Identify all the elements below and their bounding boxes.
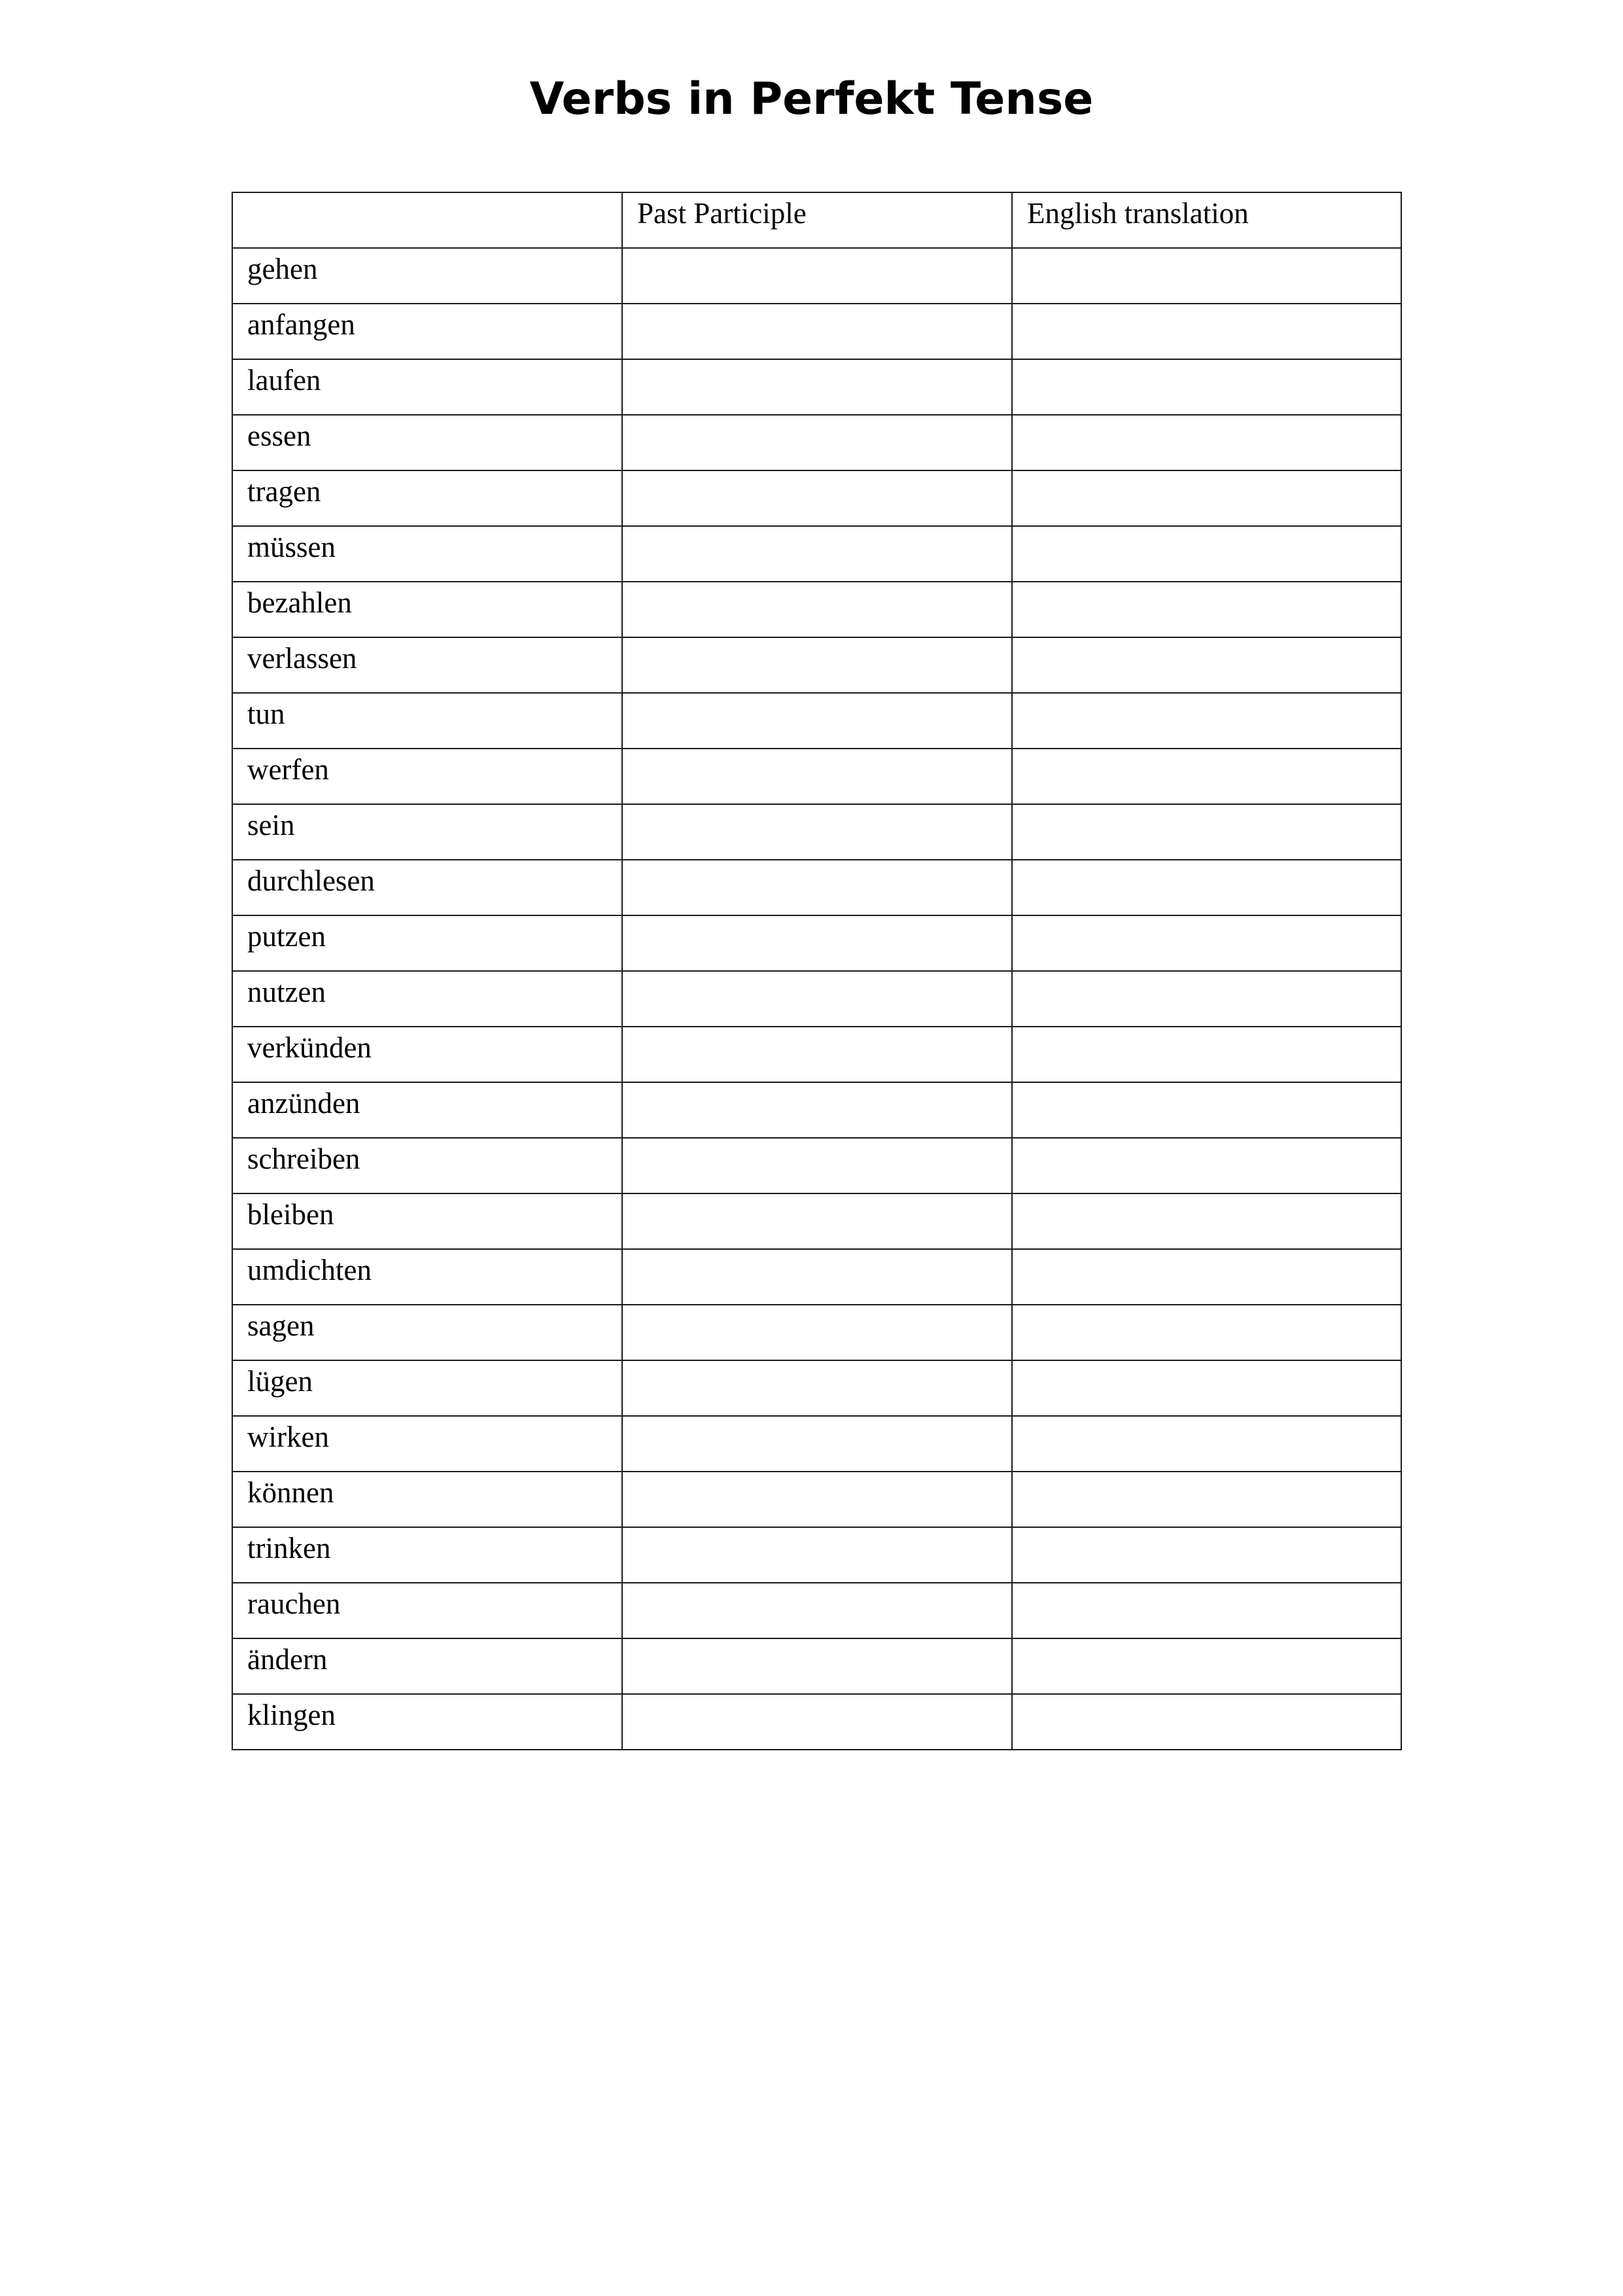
verb-cell: bezahlen — [232, 582, 622, 637]
verb-cell: sein — [232, 804, 622, 860]
english-translation-cell[interactable] — [1012, 1360, 1401, 1416]
table-row — [232, 248, 1401, 304]
english-translation-cell[interactable] — [1012, 749, 1401, 804]
verb-cell: durchlesen — [232, 860, 622, 915]
table-row — [232, 915, 1401, 971]
table-row — [232, 1305, 1401, 1360]
table-row — [232, 693, 1401, 749]
english-translation-cell[interactable] — [1012, 860, 1401, 915]
past-participle-cell[interactable] — [622, 1193, 1012, 1249]
table-row — [232, 1694, 1401, 1750]
verb-cell: ändern — [232, 1638, 622, 1694]
past-participle-cell[interactable] — [622, 1138, 1012, 1193]
past-participle-cell[interactable] — [622, 749, 1012, 804]
header-cell-english-translation: English translation — [1012, 192, 1401, 248]
verb-cell: werfen — [232, 749, 622, 804]
english-translation-cell[interactable] — [1012, 1027, 1401, 1082]
english-translation-cell[interactable] — [1012, 1082, 1401, 1138]
verb-cell: bleiben — [232, 1193, 622, 1249]
header-row — [232, 192, 1401, 248]
past-participle-cell[interactable] — [622, 582, 1012, 637]
past-participle-cell[interactable] — [622, 693, 1012, 749]
verb-cell: wirken — [232, 1416, 622, 1472]
past-participle-cell[interactable] — [622, 1472, 1012, 1527]
table-row — [232, 415, 1401, 470]
past-participle-cell[interactable] — [622, 304, 1012, 359]
past-participle-cell[interactable] — [622, 248, 1012, 304]
past-participle-cell[interactable] — [622, 1249, 1012, 1305]
verb-cell: schreiben — [232, 1138, 622, 1193]
table-row — [232, 1527, 1401, 1583]
verb-cell: trinken — [232, 1527, 622, 1583]
verb-table — [232, 192, 1402, 1750]
verb-cell: anzünden — [232, 1082, 622, 1138]
table-row — [232, 470, 1401, 526]
english-translation-cell[interactable] — [1012, 1305, 1401, 1360]
past-participle-cell[interactable] — [622, 415, 1012, 470]
english-translation-cell[interactable] — [1012, 1193, 1401, 1249]
table-row — [232, 749, 1401, 804]
table-row — [232, 526, 1401, 582]
verb-cell: rauchen — [232, 1583, 622, 1638]
verb-cell: anfangen — [232, 304, 622, 359]
verb-cell: sagen — [232, 1305, 622, 1360]
english-translation-cell[interactable] — [1012, 1527, 1401, 1583]
past-participle-cell[interactable] — [622, 971, 1012, 1027]
table-row — [232, 1638, 1401, 1694]
table-row — [232, 1249, 1401, 1305]
english-translation-cell[interactable] — [1012, 304, 1401, 359]
table-row — [232, 1360, 1401, 1416]
past-participle-cell[interactable] — [622, 1305, 1012, 1360]
english-translation-cell[interactable] — [1012, 1694, 1401, 1750]
english-translation-cell[interactable] — [1012, 1638, 1401, 1694]
verb-cell: verlassen — [232, 637, 622, 693]
table-row — [232, 1416, 1401, 1472]
verb-cell: tun — [232, 693, 622, 749]
table-row — [232, 582, 1401, 637]
past-participle-cell[interactable] — [622, 1360, 1012, 1416]
english-translation-cell[interactable] — [1012, 915, 1401, 971]
english-translation-cell[interactable] — [1012, 582, 1401, 637]
english-translation-cell[interactable] — [1012, 248, 1401, 304]
past-participle-cell[interactable] — [622, 359, 1012, 415]
past-participle-cell[interactable] — [622, 1027, 1012, 1082]
past-participle-cell[interactable] — [622, 1416, 1012, 1472]
english-translation-cell[interactable] — [1012, 1138, 1401, 1193]
past-participle-cell[interactable] — [622, 1082, 1012, 1138]
english-translation-cell[interactable] — [1012, 415, 1401, 470]
verb-cell: müssen — [232, 526, 622, 582]
english-translation-cell[interactable] — [1012, 804, 1401, 860]
table-row — [232, 804, 1401, 860]
past-participle-cell[interactable] — [622, 637, 1012, 693]
verb-cell: verkünden — [232, 1027, 622, 1082]
english-translation-cell[interactable] — [1012, 359, 1401, 415]
past-participle-cell[interactable] — [622, 1638, 1012, 1694]
worksheet-title: Verbs in Perfekt Tense — [529, 73, 1094, 125]
header-cell-verb — [232, 192, 622, 248]
table-row — [232, 1138, 1401, 1193]
verb-cell: putzen — [232, 915, 622, 971]
verb-cell: umdichten — [232, 1249, 622, 1305]
past-participle-cell[interactable] — [622, 1694, 1012, 1750]
table-row — [232, 637, 1401, 693]
table-row — [232, 304, 1401, 359]
english-translation-cell[interactable] — [1012, 971, 1401, 1027]
english-translation-cell[interactable] — [1012, 470, 1401, 526]
english-translation-cell[interactable] — [1012, 1472, 1401, 1527]
verb-cell: nutzen — [232, 971, 622, 1027]
english-translation-cell[interactable] — [1012, 1583, 1401, 1638]
past-participle-cell[interactable] — [622, 804, 1012, 860]
english-translation-cell[interactable] — [1012, 693, 1401, 749]
verb-cell: laufen — [232, 359, 622, 415]
table-row — [232, 1583, 1401, 1638]
past-participle-cell[interactable] — [622, 470, 1012, 526]
verb-cell: essen — [232, 415, 622, 470]
past-participle-cell[interactable] — [622, 1583, 1012, 1638]
table-row — [232, 1472, 1401, 1527]
past-participle-cell[interactable] — [622, 860, 1012, 915]
past-participle-cell[interactable] — [622, 915, 1012, 971]
verb-cell: klingen — [232, 1694, 622, 1750]
table-row — [232, 1027, 1401, 1082]
verb-cell: tragen — [232, 470, 622, 526]
header-cell-past-participle: Past Participle — [622, 192, 1012, 248]
past-participle-cell[interactable] — [622, 526, 1012, 582]
table-row — [232, 1082, 1401, 1138]
table-row — [232, 860, 1401, 915]
english-translation-cell[interactable] — [1012, 637, 1401, 693]
verb-cell: lügen — [232, 1360, 622, 1416]
table-row — [232, 1193, 1401, 1249]
verb-cell: gehen — [232, 248, 622, 304]
table-row — [232, 971, 1401, 1027]
verb-cell: können — [232, 1472, 622, 1527]
past-participle-cell[interactable] — [622, 1527, 1012, 1583]
english-translation-cell[interactable] — [1012, 1416, 1401, 1472]
english-translation-cell[interactable] — [1012, 1249, 1401, 1305]
english-translation-cell[interactable] — [1012, 526, 1401, 582]
table-row — [232, 359, 1401, 415]
